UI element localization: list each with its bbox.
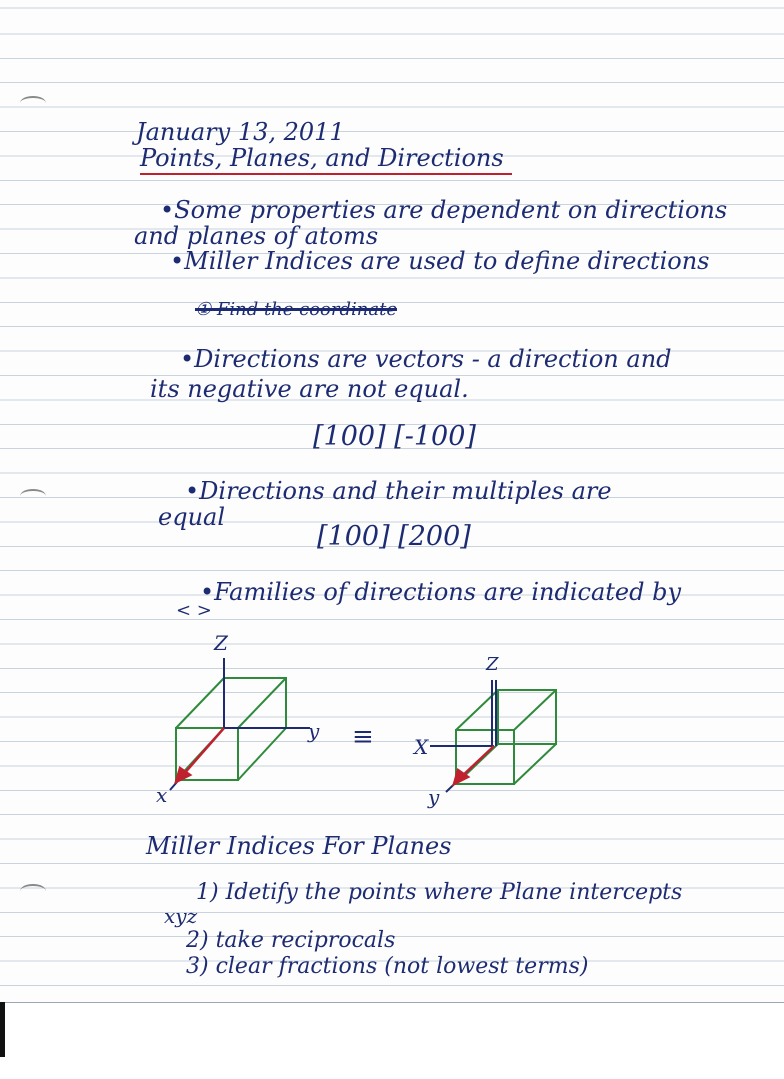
note-line: •Directions and their multiples are — [185, 477, 612, 505]
title-underline — [140, 173, 512, 175]
note-line: its negative are not equal. — [150, 375, 469, 403]
cube-back-face — [224, 678, 286, 728]
note-line: •Directions are vectors - a direction and — [180, 345, 672, 373]
plane-step-axes: xyz — [164, 904, 198, 928]
cube-edge — [514, 690, 556, 730]
cube-edge — [238, 678, 286, 728]
axis-label-z: Z — [486, 654, 499, 675]
family-brackets: < > — [176, 600, 212, 621]
axis-label-x: X — [414, 735, 429, 759]
note-line-struck: ① Find the coordinate — [195, 299, 397, 320]
direction-arrow — [182, 728, 224, 776]
note-title: Points, Planes, and Directions — [140, 144, 504, 172]
equivalence-symbol: ≡ — [352, 722, 374, 752]
cube-diagram-right — [410, 650, 580, 810]
punch-hole-icon — [20, 489, 46, 503]
direction-example: [100] [200] — [317, 521, 471, 552]
planes-heading: Miller Indices For Planes — [146, 832, 452, 860]
cube-edge — [176, 678, 224, 728]
note-line: •Some properties are dependent on directions — [160, 196, 728, 224]
axis-label-y: y — [428, 785, 440, 809]
cube-diagram-left — [150, 630, 340, 810]
axis-label-y: y — [308, 719, 320, 743]
direction-example: [100] [-100] — [313, 421, 476, 452]
cube-edge — [514, 744, 556, 784]
plane-step: 1) Idetify the points where Plane intercepts — [196, 880, 683, 905]
punch-hole-icon — [20, 884, 46, 898]
note-line: •Miller Indices are used to define directions — [170, 247, 710, 275]
note-date: January 13, 2011 — [136, 118, 345, 146]
note-line: •Families of directions are indicated by — [200, 578, 682, 606]
note-line: and planes of atoms — [134, 222, 379, 250]
note-line: equal — [158, 503, 226, 531]
scan-edge-bar — [0, 1002, 5, 1057]
axis-label-x: x — [156, 783, 168, 807]
punch-hole-icon — [20, 96, 46, 110]
plane-step: 3) clear fractions (not lowest terms) — [186, 954, 589, 979]
axis-label-z: Z — [214, 631, 228, 655]
plane-step: 2) take reciprocals — [186, 928, 396, 953]
cube-edge — [238, 728, 286, 780]
direction-arrow — [460, 746, 494, 778]
